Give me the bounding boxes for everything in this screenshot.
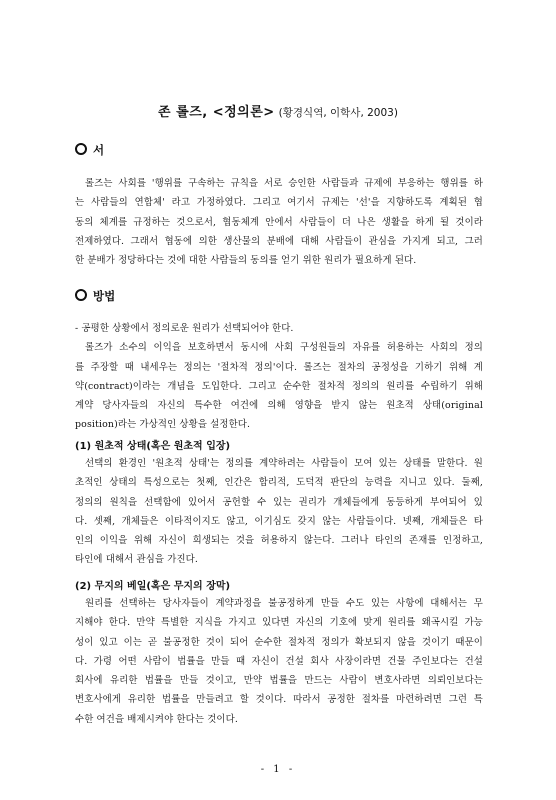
paragraph-line: 초적인 상태의 특성으로는 첫째, 인간은 합리적, 도덕적 판단의 능력을 지니고 있다. 둘째, xyxy=(75,477,483,489)
paragraph-line: 다. 셋째, 개체들은 이타적이지도 않고, 이기심도 갖지 않는 사람들이다. 넷째, 개체들은 타 xyxy=(75,515,483,527)
paragraph-line: position)라는 가상적인 상황을 설정한다. xyxy=(75,419,251,431)
paragraph-line: 다. 가령 어떤 사람이 법률을 만들 때 자신이 건설 회사 사장이라면 건물 주인보다는 건설 xyxy=(75,655,483,667)
page-title xyxy=(0,101,556,120)
paragraph-line: 는 사람들의 연합체' 라고 가정하였다. 그리고 여기서 규제는 '선'을 지향하도록 계획된 협 xyxy=(75,197,483,209)
intro-paragraph xyxy=(75,174,483,270)
section-heading-intro xyxy=(75,142,104,158)
paragraph-line: - 공평한 상황에서 정의로운 원리가 선택되어야 한다. xyxy=(75,323,294,334)
paragraph-line: 를 주장할 때 내세우는 정의는 '절차적 정의'이다. 롤즈는 절차의 공정성을 기하기 위해 계 xyxy=(75,361,483,373)
method-intro-paragraph xyxy=(75,319,483,435)
paragraph-line: 정의의 원칙을 선택함에 있어서 공헌할 수 있는 권리가 개체들에게 동등하게 부여되어 있 xyxy=(75,496,483,508)
title-subtitle: (황경식역, 이학사, 2003) xyxy=(278,107,398,119)
paragraph-line: 변호사에게 유리한 법률을 만들려고 할 것이다. 따라서 공정한 절차를 마련하려면 그런 특 xyxy=(75,694,483,706)
subsection-heading-veil-of-ignorance: (2) 무지의 베일(혹은 무지의 장막) xyxy=(75,581,231,592)
paragraph-line: 선택의 환경인 '원초적 상태'는 정의를 계약하려는 사람들이 모여 있는 상태를 말한다. 원 xyxy=(85,458,483,469)
paragraph-line: 타인에 대해서 관심을 가진다. xyxy=(75,554,198,566)
paragraph-line: 롤즈는 사회를 '행위를 구속하는 규칙을 서로 승인한 사람들과 규제에 부응하는 행위를 하 xyxy=(85,178,483,189)
paragraph-line: 성이 있고 이는 곧 불공정한 것이 되어 순수한 절차적 정의가 확보되지 않을 것이기 때문이 xyxy=(75,636,483,648)
section-heading-method xyxy=(75,288,115,304)
circle-bullet-icon xyxy=(75,143,87,155)
paragraph-line: 롤즈가 소수의 이익을 보호하면서 동시에 사회 구성원들의 자유를 허용하는 사회의 정의 xyxy=(85,342,483,354)
paragraph-line: 원리를 선택하는 당사자들이 계약과정을 불공정하게 만들 수도 있는 사항에 대해서는 무 xyxy=(85,598,483,609)
circle-bullet-icon xyxy=(75,289,87,301)
section-heading-label: 방법 xyxy=(93,289,116,303)
title-main: 존 롤즈, <정의론> xyxy=(158,105,275,120)
paragraph-line: 지해야 한다. 만약 특별한 지식을 가지고 있다면 자신의 기호에 맞게 원리를 왜곡시킬 가능 xyxy=(75,617,483,629)
paragraph-line: 수한 여건을 배제시켜야 한다는 것이다. xyxy=(75,713,238,725)
subsection-heading-original-position: (1) 원초적 상태(혹은 원초적 입장) xyxy=(75,441,231,452)
paragraph-line: 전제하였다. 그래서 협동에 의한 생산물의 분배에 대해 사람들이 관심을 가지게 되고, 그러 xyxy=(75,235,483,247)
paragraph-line: 인의 이익을 위해 자신이 희생되는 것을 허용하지 않는다. 그러나 타인의 존재를 인정하고, xyxy=(75,535,483,547)
page-number: - 1 - xyxy=(260,764,296,775)
original-position-paragraph xyxy=(75,454,483,570)
paragraph-line: 한 분배가 정당하다는 것에 대한 사람들의 동의를 얻기 위한 원리가 필요하게 된다. xyxy=(75,255,417,267)
paragraph-line: 동의 체계를 규정하는 것으로서, 협동체계 안에서 사람들이 더 나은 생활을 하게 될 것이라 xyxy=(75,216,483,228)
section-heading-label: 서 xyxy=(93,143,105,157)
veil-of-ignorance-paragraph xyxy=(75,594,483,729)
paragraph-line: 계약 당사자들의 자신의 특수한 여건에 의해 영향을 받지 않는 원초적 상태(original xyxy=(75,400,483,412)
paragraph-line: 회사에 유리한 법률을 만들 것이고, 만약 법률을 만드는 사람이 변호사라면 의뢰인보다는 xyxy=(75,675,483,687)
paragraph-line: 약(contract)이라는 개념을 도입한다. 그리고 순수한 절차적 정의의 원리를 수립하기 위해 xyxy=(75,380,483,392)
